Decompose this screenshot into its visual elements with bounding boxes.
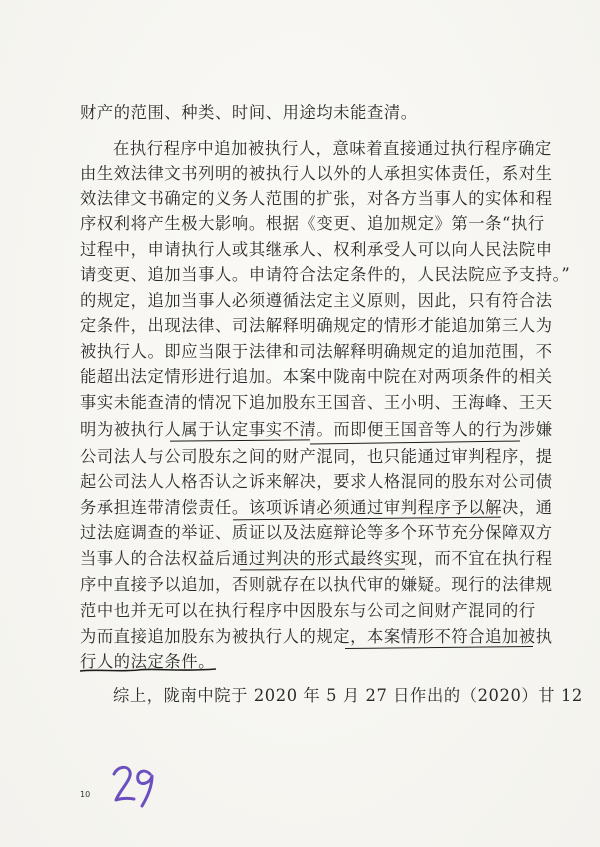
page-number: 10 [80,790,91,799]
text-line: 在执行程序中追加被执行人，意味着直接通过执行程序确定 [113,139,552,158]
text-line: 由生效法律文书列明的被执行人以外的人承担实体责任，系对生 [80,164,553,183]
text-line: 公司法人与公司股东之间的财产混同，也只能通过审判程序，提 [80,447,553,466]
handwritten-page-number [110,760,158,810]
text-line: 明为被执行人属于认定事实不清。而即便王国音等人的行为涉嫌 [80,420,553,439]
text-line: 序中直接予以追加，否则就存在以执代审的嫌疑。现行的法律规 [80,575,553,594]
text-line: 起公司法人人格否认之诉来解决，要求人格混同的股东对公司债 [80,472,553,491]
text-line: 被执行人。即应当限于法律和司法解释明确规定的追加范围，不 [80,342,553,361]
text-line: 序权利将产生极大影响。根据《变更、追加规定》第一条“执行 [80,214,545,233]
text-line: 效法律文书确定的义务人范围的扩张，对各方当事人的实体和程 [80,189,553,208]
text-line: 能超出法定情形进行追加。本案中陇南中院在对两项条件的相关 [80,367,553,386]
text-line: 请变更、追加当事人。申请符合法定条件的，人民法院应予支持。” [80,265,571,284]
handwritten-underline [78,666,218,676]
text-line: 事实未能查清的情况下追加股东王国音、王小明、王海峰、王天 [80,393,553,412]
text-line: 为而直接追加股东为被执行人的规定，本案情形不符合追加被执 [80,627,553,646]
text-line: 定条件，出现法律、司法解释明确规定的情形才能追加第三人为 [80,316,553,335]
text-line: 的规定，追加当事人必须遵循法定主义原则，因此，只有符合法 [80,291,553,310]
text-line: 务承担连带清偿责任。该项诉请必须通过审判程序予以解决，通 [80,498,553,517]
text-line: 过法庭调查的举证、质证以及法庭辩论等多个环节充分保障双方 [80,523,553,542]
text-line: 过程中，申请执行人或其继承人、权利承受人可以向人民法院申 [80,240,553,259]
text-line: 当事人的合法权益后通过判决的形式最终实现，而不宜在执行程 [80,549,553,568]
text-line: 行人的法定条件。 [80,652,216,671]
text-line: 综上，陇南中院于 2020 年 5 月 27 日作出的（2020）甘 12 [113,686,583,705]
text-line: 财产的范围、种类、时间、用途均未能查清。 [80,103,418,122]
text-line: 范中也并无可以在执行程序中因股东与公司之间财产混同的行 [80,601,536,620]
